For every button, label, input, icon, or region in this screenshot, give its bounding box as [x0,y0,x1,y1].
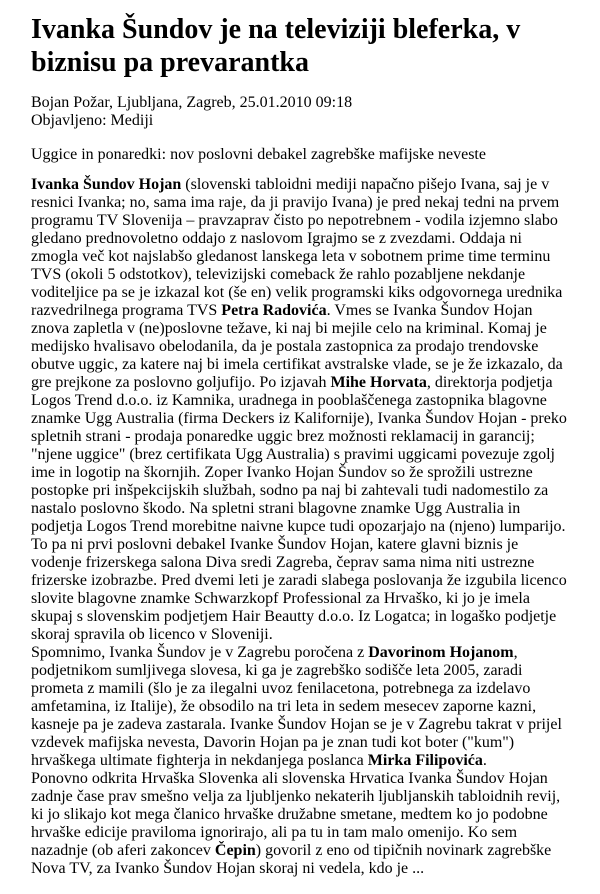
body-paragraph [31,536,571,644]
article-body [31,176,571,878]
bold-name-run: Mihe Horvata [330,373,427,391]
bold-name-run: Čepin [214,841,256,859]
text-run: Spomnimo, Ivanka Šundov je v Zagrebu poročena z [31,643,369,661]
byline-author-date: Bojan Požar, Ljubljana, Zagreb, 25.01.2010 09:18 [31,93,353,111]
body-paragraph [31,770,571,878]
text-run: . Vmes se Ivanka Šundov Hojan znova zapletla v (ne)poslovne težave, ki naj bi mejile celo na kriminal. Komaj je medijsko hvalisavo obelodanila, da je postala zastopnica za prodajo trendovske obutve uggic, za katere naj bi imela certifikat avstralske vlade, se je že izkazalo, da gre prejkone za poslovno goljufijo. Po izjavah [31,301,563,391]
text-run: (slovenski tabloidni mediji napačno pišejo Ivana, saj je v resnici Ivanka; no, sama ima raje, da ji pravijo Ivana) je pred nekaj tedni na prvem programu TV Slovenija – pravzaprav čisto po nepotrebnem - vodila izjemno slabo gledano prednovoletno oddajo z naslovom Igrajmo se z zvezdami. Oddaja ni zmogla več kot najslabšo gledanost lanskega leta v sobotnem prime time terminu TVS (okoli 5 odstotkov), televizijski comeback že rahlo pozabljene nekdanje voditeljice pa se je izkazal kot (še en) velik programski kiks odgovornega urednika razvedrilnega programa TVS [31,175,563,319]
body-paragraph [31,176,571,536]
text-run: To pa ni prvi poslovni debakel Ivanke Šundov Hojan, katere glavni biznis je vodenje frizerskega salona Diva sredi Zagreba, čeprav sama nima niti ustrezne frizerske izobrazbe. Pred dvemi leti je zaradi slabega poslovanja že izgubila licenco slovite blagovne znamke Schwarzkopf Professional za Hrvaško, ki jo je imela skupaj s slovenskim podjetjem Hair Beautty d.o.o. Iz Logatca; in logaško podjetje skoraj spravila ob licenco v Sloveniji. [31,535,567,643]
bold-name-run: Davorinom Hojanom [368,643,514,661]
bold-name-run: Mirka Filipovića [367,751,483,769]
text-run: , podjetnikom sumljivega slovesa, ki ga je zagrebško sodišče leta 2005, zaradi prometa z mamili (šlo je za ilegalni uvoz fenilacetona, potrebnega za izdelavo amfetamina, iz Italije), že obsodilo na tri leta in sedem mesecev zaporne kazni, kasneje pa je zadeva zastarala. Ivanke Šundov Hojan se je v Zagrebu takrat v prijel vzdevek mafijska nevesta, Davorin Hojan pa je znan tudi kot boter ("kum") hrvaškega ultimate fighterja in nekdanjega poslanca [31,643,562,769]
text-run: , direktorja podjetja Logos Trend d.o.o. iz Kamnika, uradnega in pooblaščenega zastopnika blagovne znamke Ugg Australia (firma Deckers iz Kalifornije), Ivanka Šundov Hojan - preko spletnih strani - prodaja ponaredke uggic brez možnosti reklamacij in garancij; "njene uggice" (brez certifikata Ugg Australia) s pravimi uggicami povezuje zgolj ime in logotip na škornjih. Zoper Ivanko Hojan Šundov so že sprožili ustrezne postopke pri inšpekcijskih službah, sodno pa naj bi zahtevali tudi nadomestilo za nastalo poslovno škodo. Na spletni strani blagovne znamke Ugg Australia in podjetja Logos Trend morebitne naivne kupce tudi opozarjajo na (njeno) lumparijo. [31,373,567,535]
body-paragraph [31,644,571,770]
bold-name-run: Petra Radovića [221,301,327,319]
text-run: ) govoril z eno od tipičnih novinark zagrebške Nova TV, za Ivanko Šundov Hojan skoraj ni vedela, kdo je ... [31,841,552,877]
article-title: Ivanka Šundov je na televiziji bleferka, v biznisu pa prevarantka [31,14,521,78]
text-run: . [482,751,487,769]
text-run: Ponovno odkrita Hrvaška Slovenka ali slovenska Hrvatica Ivanka Šundov Hojan zadnje čase prav smešno velja za ljubljenko nekaterih ljubljanskih tabloidnih revij, ki jo slikajo kot mega članico hrvaške družabne smetane, medtem ko jo podobne hrvaške edicije praviloma ignorirajo, ali pa tu in tam malo omenijo. Ko sem nazadnje (ob aferi zakoncev [31,769,561,859]
article-lede: Uggice in ponaredki: nov poslovni debakel zagrebške mafijske neveste [31,145,486,163]
article-byline [31,94,571,130]
byline-published-in: Objavljeno: Mediji [31,111,154,129]
bold-name-run: Ivanka Šundov Hojan [31,175,182,193]
